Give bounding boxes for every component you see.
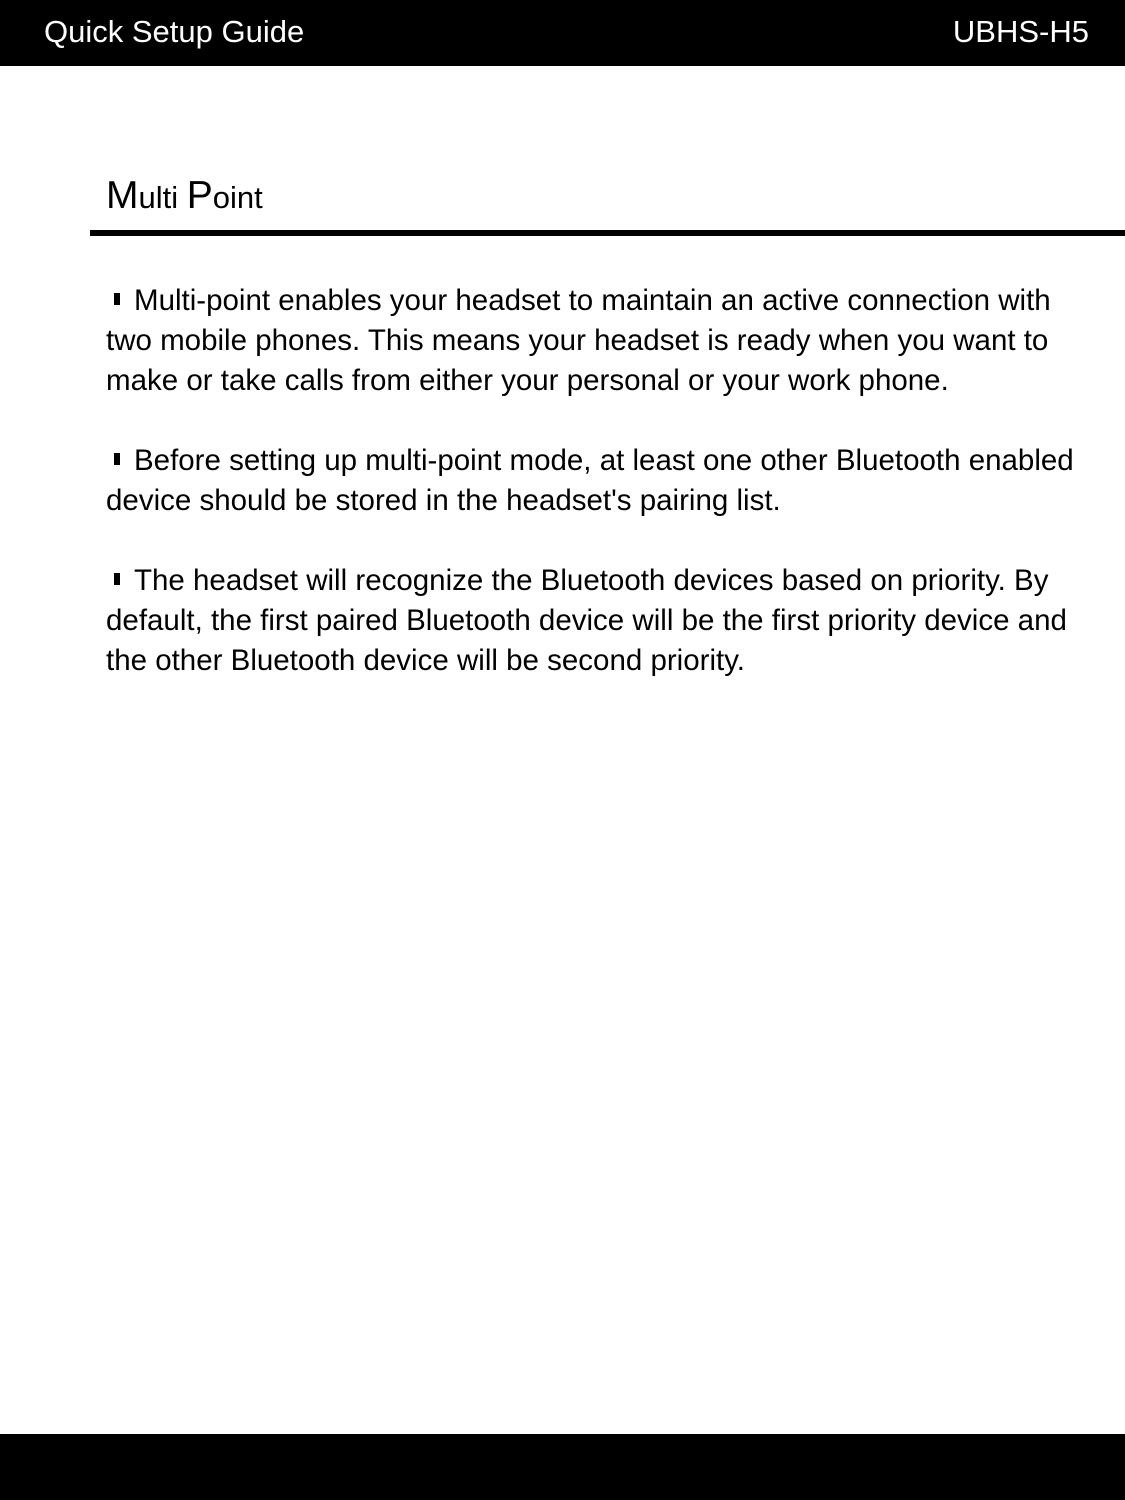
paragraph-text: Before setting up multi-point mode, at least one other Bluetooth enabled device should be stored in the headset's pairing list. bbox=[106, 444, 1074, 517]
paragraph-text: The headset will recognize the Bluetooth devices based on priority. By default, the first paired Bluetooth device will be the first priority device and the other Bluetooth device will be second priority. bbox=[106, 564, 1067, 677]
bullet-icon bbox=[114, 293, 120, 305]
bullet-icon bbox=[114, 573, 120, 585]
title-part-oint: oint bbox=[212, 180, 263, 215]
paragraph bbox=[106, 561, 1096, 681]
bullet-icon bbox=[114, 453, 120, 465]
paragraph bbox=[106, 281, 1096, 401]
title-divider bbox=[90, 230, 1125, 236]
paragraph bbox=[106, 441, 1096, 521]
model-number: UBHS-H5 bbox=[952, 14, 1089, 49]
title-part-ulti: ulti bbox=[138, 180, 187, 215]
section-title bbox=[106, 176, 263, 218]
header-bar bbox=[0, 0, 1125, 66]
title-initial-p: P bbox=[186, 174, 213, 217]
footer-bar bbox=[0, 1434, 1125, 1500]
guide-title: Quick Setup Guide bbox=[44, 14, 305, 49]
paragraph-text: Multi-point enables your headset to maintain an active connection with two mobile phones. This means your headset is ready when you want to make or take calls from either your personal or your work phone. bbox=[106, 284, 1051, 397]
title-initial-m: M bbox=[106, 174, 139, 217]
content bbox=[106, 281, 1096, 721]
